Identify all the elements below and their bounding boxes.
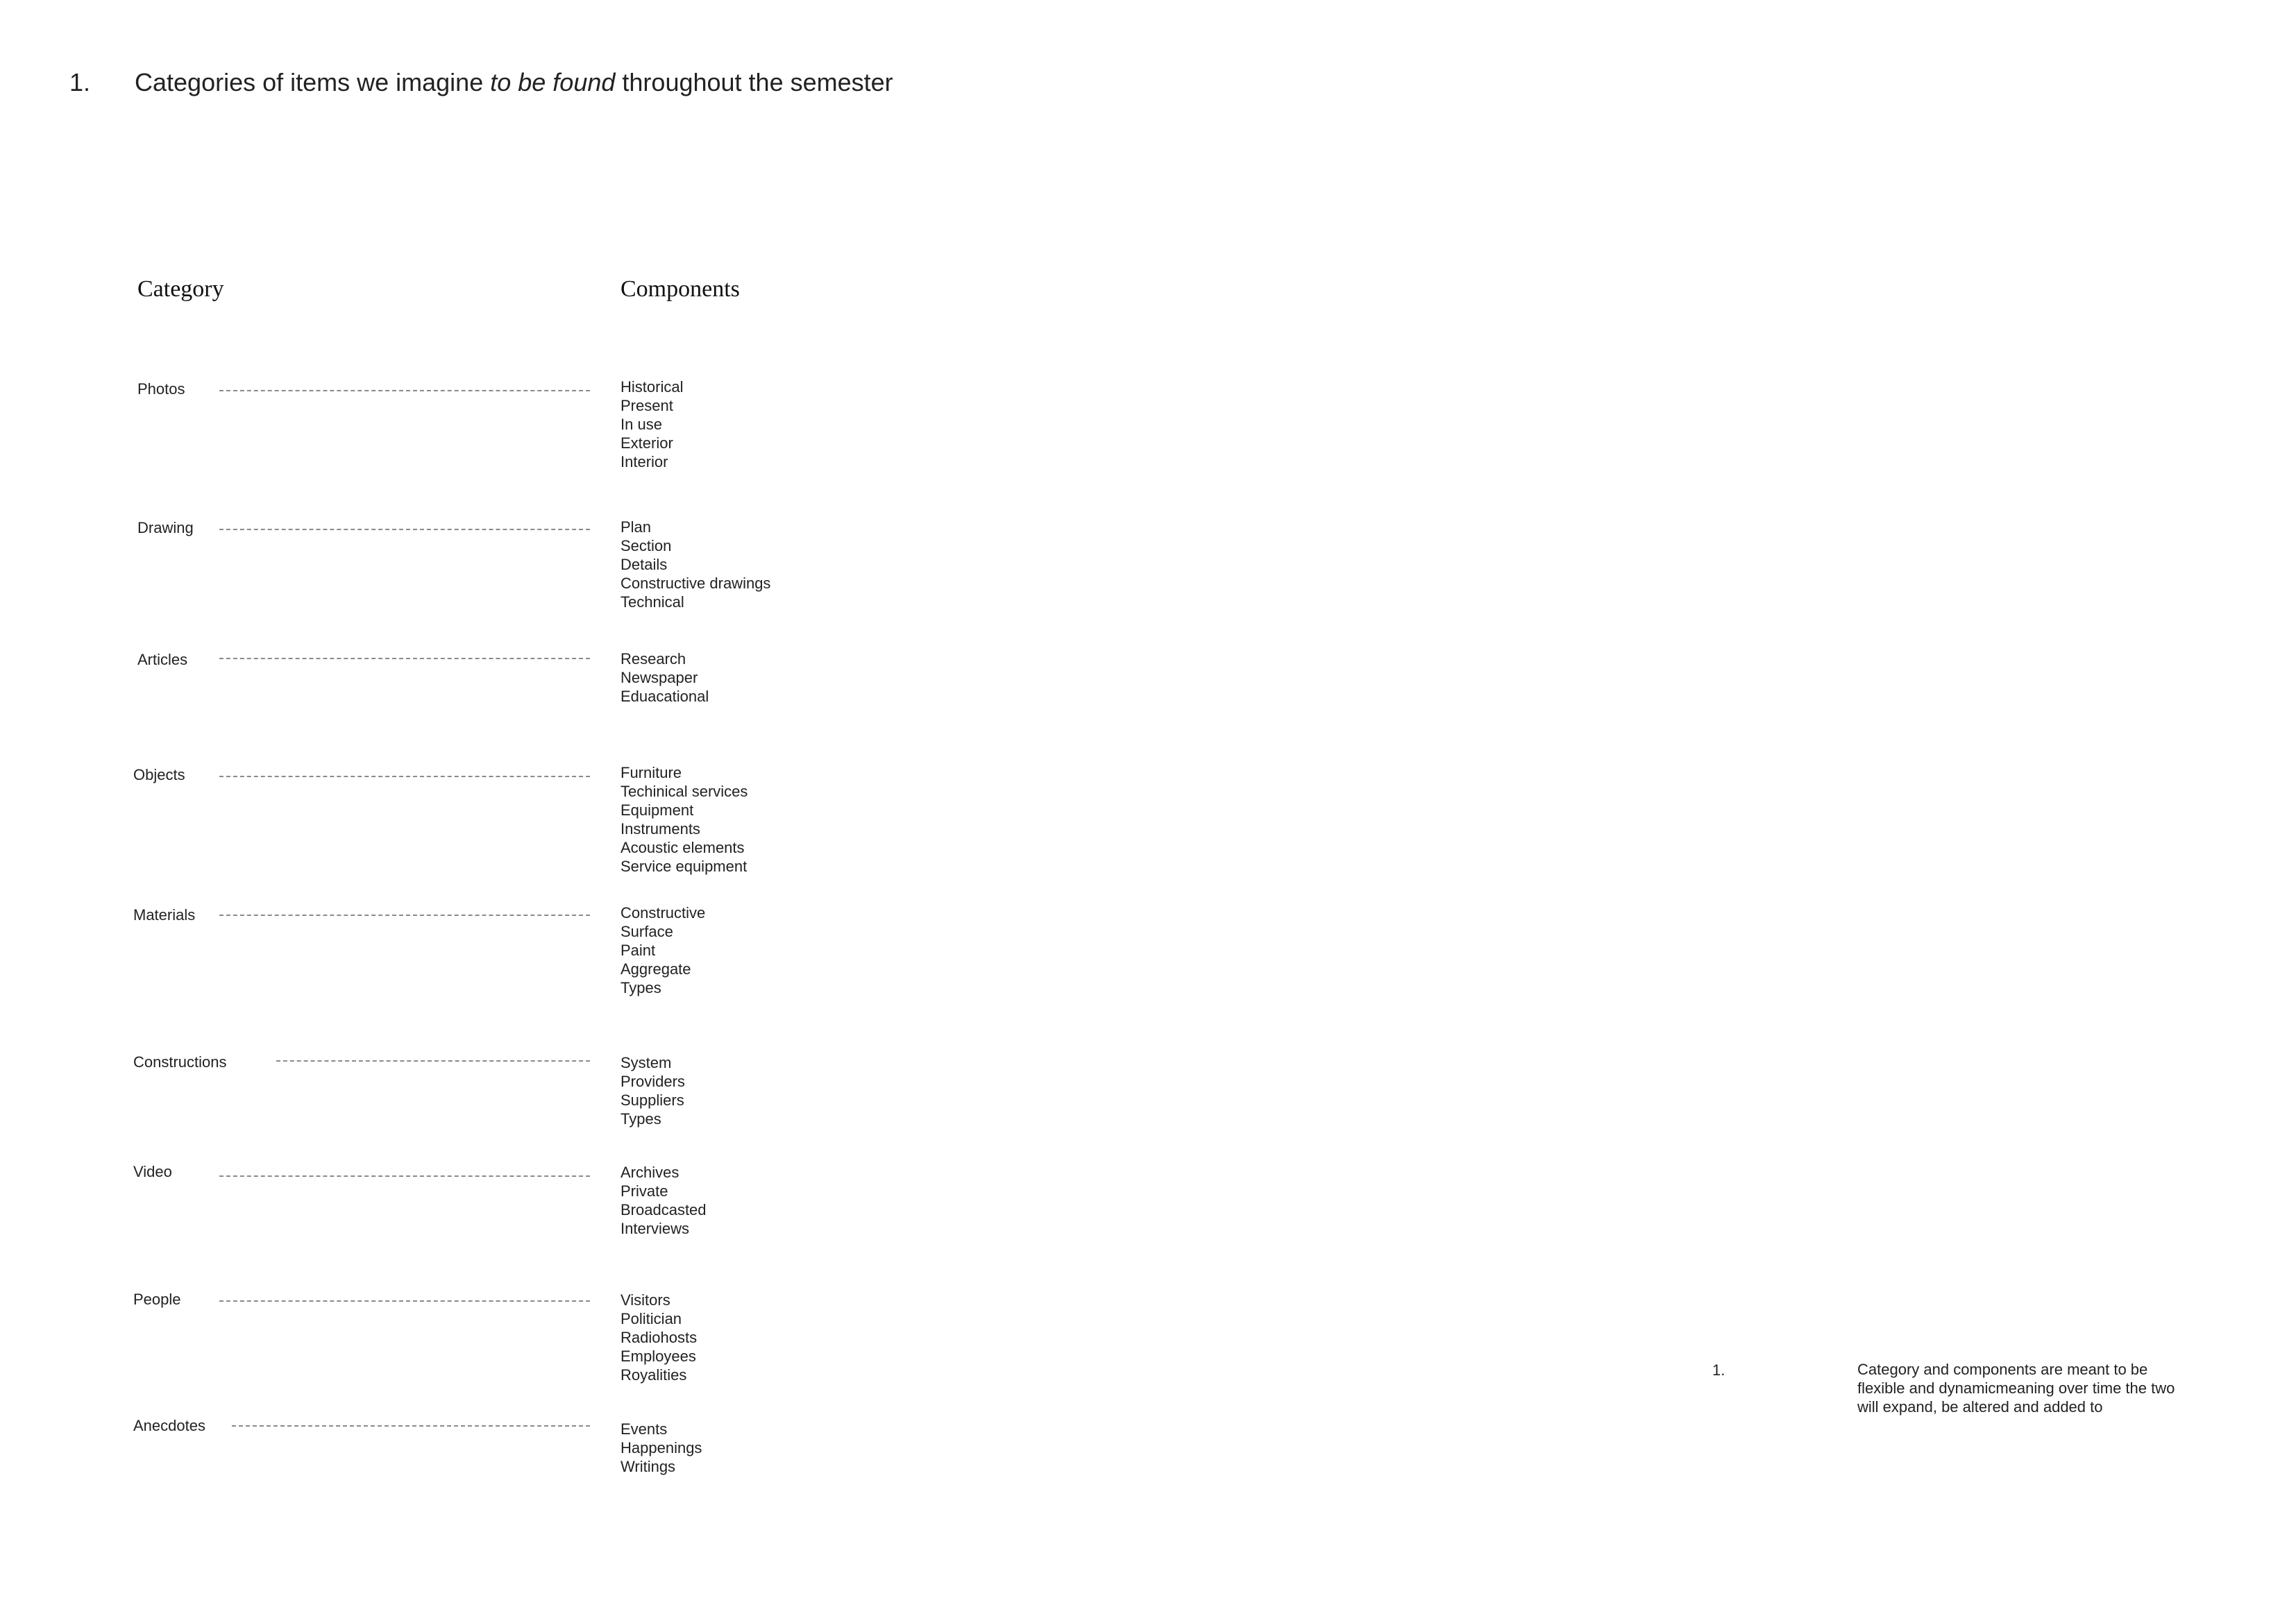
component-item: Interior [621, 453, 668, 470]
category-label: Photos [137, 380, 185, 398]
heading-emphasis: to be found [490, 68, 616, 96]
component-item: Constructive drawings [621, 575, 771, 592]
component-item: Equipment [621, 801, 694, 819]
component-item: Suppliers [621, 1091, 684, 1109]
component-item: Instruments [621, 820, 700, 838]
component-item: Politician [621, 1310, 682, 1327]
component-item: Happenings [621, 1439, 702, 1456]
category-label: Constructions [133, 1053, 227, 1071]
component-item: Eduacational [621, 688, 709, 705]
component-item: Present [621, 397, 673, 414]
heading-suffix: throughout the semester [615, 68, 893, 96]
component-item: Paint [621, 942, 656, 959]
component-item: In use [621, 416, 662, 433]
heading-prefix: Categories of items we imagine [135, 68, 491, 96]
footnote-number: 1. [1712, 1361, 1725, 1379]
component-item: Interviews [621, 1220, 690, 1237]
component-item: Details [621, 556, 668, 573]
leader-line [219, 776, 590, 777]
page-title [135, 68, 893, 97]
leader-line [219, 915, 590, 916]
component-item: Techinical services [621, 783, 748, 800]
component-item: Surface [621, 923, 673, 940]
component-item: Constructive [621, 904, 706, 921]
component-item: Newspaper [621, 669, 698, 686]
category-label: Video [133, 1163, 172, 1180]
category-label: Objects [133, 766, 185, 783]
component-item: Visitors [621, 1291, 670, 1309]
component-item: Aggregate [621, 960, 691, 978]
component-item: Plan [621, 518, 652, 536]
component-item: Types [621, 979, 661, 996]
leader-line [219, 529, 590, 530]
component-item: Furniture [621, 764, 682, 781]
leader-line [232, 1425, 590, 1427]
component-item: Service equipment [621, 858, 748, 875]
component-item: Private [621, 1182, 668, 1200]
component-list [621, 649, 709, 706]
component-item: Archives [621, 1164, 679, 1181]
component-item: Acoustic elements [621, 839, 745, 856]
component-list [621, 377, 683, 471]
category-label: Anecdotes [133, 1417, 205, 1434]
component-item: Events [621, 1420, 668, 1438]
component-list [621, 518, 770, 611]
component-item: System [621, 1054, 672, 1071]
component-list [621, 1291, 697, 1384]
component-item: Radiohosts [621, 1329, 698, 1346]
category-column-header: Category [137, 276, 224, 302]
component-list [621, 903, 705, 997]
category-label: People [133, 1291, 181, 1308]
leader-line [219, 390, 590, 391]
component-item: Royalities [621, 1366, 687, 1384]
component-item: Section [621, 537, 672, 554]
category-label: Drawing [137, 519, 194, 536]
heading-number: 1. [69, 68, 91, 96]
component-item: Employees [621, 1348, 696, 1365]
leader-line [219, 658, 590, 659]
component-item: Historical [621, 378, 684, 396]
component-list [621, 1420, 702, 1476]
leader-line [219, 1175, 590, 1177]
leader-line [219, 1300, 590, 1302]
category-label: Materials [133, 906, 196, 924]
component-item: Providers [621, 1073, 685, 1090]
component-item: Technical [621, 593, 684, 611]
components-column-header: Components [621, 276, 740, 302]
component-item: Writings [621, 1458, 676, 1475]
component-item: Broadcasted [621, 1201, 707, 1218]
component-item: Research [621, 650, 686, 668]
component-list [621, 763, 748, 876]
component-list [621, 1053, 685, 1128]
component-item: Exterior [621, 434, 673, 452]
component-item: Types [621, 1110, 661, 1128]
component-list [621, 1163, 707, 1238]
footnote-text: Category and components are meant to be flexible and dynamicmeaning over time the two will expand, be altered and added to [1857, 1361, 2175, 1416]
leader-line [276, 1060, 590, 1062]
category-label: Articles [137, 651, 188, 668]
